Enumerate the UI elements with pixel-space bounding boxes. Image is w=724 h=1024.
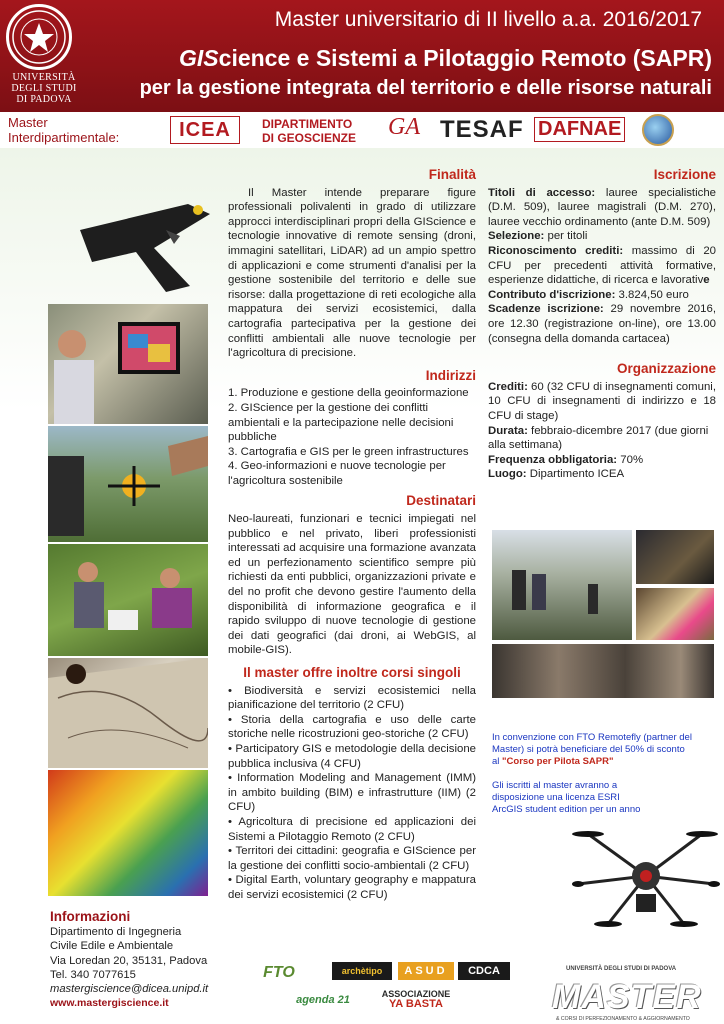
selezione-label: Selezione:	[488, 230, 545, 243]
durata-text: febbraio-dicembre 2017 (due giorni alla settimana)	[488, 424, 709, 452]
org-crediti-label: Crediti:	[488, 380, 528, 393]
iscrizione-contributo	[488, 288, 716, 303]
archetipo-logo: archètipo	[332, 962, 392, 980]
info-address: Via Loredan 20, 35131, Padova	[50, 954, 208, 967]
esri-license-note: Gli iscritti al master avranno a disposizione una licenza ESRI ArcGIS student edition per un anno	[492, 780, 641, 815]
iscrizione-selezione	[488, 229, 716, 244]
master-subtitle: per la gestione integrata del territorio e delle risorse naturali	[139, 77, 712, 99]
indirizzi-item: 2. GIScience per la gestione dei conflitti ambientali e la partecipazione nelle decisioni pubbliche	[228, 401, 454, 444]
yabasta-line2: YA BASTA	[388, 998, 443, 1010]
convenzione-course: "Corso per Pilota SAPR"	[502, 756, 614, 767]
hexacopter-drone-icon	[572, 812, 720, 946]
master-logo-bottom: & CORSI DI PERFEZIONAMENTO & AGGIORNAMENTO	[556, 1016, 690, 1022]
iscrizione-scadenze	[488, 302, 716, 346]
corsi-item: • Information Modeling and Management (IMM) in ambito building (BIM) e infrastrutture (IIM) (2 CFU)	[228, 772, 476, 814]
scadenze-label: Scadenze iscrizione:	[488, 303, 604, 316]
info-dept-line2: Civile Edile e Ambientale	[50, 940, 174, 953]
header-banner	[0, 0, 724, 112]
corsi-item: • Participatory GIS e metodologie della decisione pubblica inclusiva (4 CFU)	[228, 742, 476, 770]
info-email-link[interactable]: mastergiscience@dicea.unipd.it	[50, 983, 209, 996]
fixed-wing-drone-photo	[70, 190, 220, 300]
icea-logo: ICEA	[170, 116, 240, 144]
iscrizione-crediti	[488, 244, 716, 288]
geoscienze-line2: DI GEOSCIENZE	[262, 131, 357, 145]
field-survey-photo	[48, 544, 208, 656]
conference-panel-photo	[492, 644, 714, 698]
university-seal-icon	[6, 4, 72, 70]
partners-label-line2: Interdipartimentale:	[8, 130, 120, 145]
indirizzi-item: 1. Produzione e gestione della geoinformazione	[228, 387, 469, 400]
info-heading: Informazioni	[50, 909, 131, 924]
convenzione-text: In convenzione con FTO Remotefly (partner del Master) si potrà beneficiare del 50% di sconto al	[492, 732, 692, 767]
frequenza-text: 70%	[617, 453, 644, 466]
scadenze-text: 29 novembre 2016, ore 12.30 (registrazione on-line), ore 13.00 (consegna della domanda cartacea)	[488, 303, 716, 345]
activity-photo-grid	[492, 530, 714, 698]
outdoor-survey-photo	[492, 530, 632, 640]
workshop-table-photo	[636, 588, 714, 640]
luogo-text: Dipartimento ICEA	[526, 468, 625, 481]
finalita-text: Il Master intende preparare figure professionali polivalenti in grado di utilizzare approcci interdisciplinari propri della GIScience e tecnologie innovative di remote sensing (droni, immagini satellitari, LiDAR) ad un ampio spettro di applicazioni e come strumenti d'analisi per la gestione sostenibile del territorio e delle sue risorse: dalla progettazione di reti ecologiche alla mappatura dei servizi ecosistemici, dalla cartografia partecipativa per la gestione dei conflitti ambientali alle nuove tecnologie per l'agricoltura di precisione.	[228, 186, 476, 360]
indirizzi-item: 4. Geo-informazioni e nuove tecnologie per l'agricoltura sostenibile	[228, 460, 446, 487]
ga-logo: GA	[388, 114, 420, 140]
destinatari-heading: Destinatari	[406, 493, 476, 509]
info-phone: Tel. 340 7077615	[50, 968, 136, 981]
master-padova-logo	[552, 960, 722, 1022]
agenda21-logo: agenda 21	[296, 994, 350, 1006]
right-column	[488, 168, 716, 482]
center-column	[228, 168, 476, 903]
riconoscimento-text: massimo di 20 CFU per precedenti attività formative, esperienze didattiche, di ricerca e lavorativ	[488, 244, 716, 287]
iscrizione-heading: Iscrizione	[653, 167, 716, 182]
corsi-item: • Digital Earth, voluntary geography e mappatura dei servizi ecosistemici (2 CFU)	[228, 874, 476, 901]
info-dept-line1: Dipartimento di Ingegneria	[50, 926, 182, 939]
contributo-text: 3.824,50 euro	[615, 288, 689, 301]
partners-bar	[0, 112, 724, 148]
geoscienze-line1: DIPARTIMENTO	[262, 117, 353, 131]
university-name	[4, 72, 84, 105]
destinatari-text: Neo-laureati, funzionari e tecnici impiegati nel pubblico e nel privato, liberi professionisti interessati ad acquisire una formazione avanzata ed un perfezionamento scientifico sempre più richiesti da enti pubblici, organizzazioni private e del no profit che devono gestire l'aumento della disponibilità di informazione geografica e il rapido sviluppo di nuove tecnologie di gestione dei dati geografici (dai droni, ai WebGIS, al mobile-GIS).	[228, 513, 476, 657]
corsi-item: • Storia della cartografia e uso delle carte storiche nelle ricostruzioni geo-storiche (2 CFU)	[228, 713, 476, 741]
corsi-item: • Agricoltura di precisione ed applicazioni dei Sistemi a Pilotaggio Remoto (2 CFU)	[228, 815, 476, 843]
titoli-text: lauree specialistiche (D.M. 509), lauree magistrali (D.M. 270), lauree vecchio ordinamento (ante D.M. 509)	[488, 186, 716, 228]
corsi-item: • Territori dei cittadini: geografia e GIScience per la gestione dei conflitti socio-ambientali (2 CFU)	[228, 845, 476, 872]
organizzazione-durata	[488, 424, 716, 453]
contributo-label: Contributo d'iscrizione:	[488, 288, 616, 301]
master-main-title	[179, 45, 712, 72]
partners-label	[8, 115, 119, 145]
convenzione-note	[492, 732, 692, 768]
master-logo-top: UNIVERSITÀ DEGLI STUDI DI PADOVA	[566, 966, 677, 972]
ya-basta-logo	[376, 986, 456, 1012]
finalita-heading: Finalità	[428, 167, 476, 182]
historical-map-photo	[48, 658, 208, 768]
organizzazione-frequenza	[488, 453, 716, 468]
riconoscimento-label: Riconoscimento crediti:	[488, 244, 624, 257]
master-level-title: Master universitario di II livello a.a. 2016/2017	[274, 8, 702, 31]
durata-label: Durata:	[488, 424, 528, 437]
selezione-text: per titoli	[544, 230, 588, 243]
corsi-heading: Il master offre inoltre corsi singoli	[243, 665, 461, 680]
frequenza-label: Frequenza obbligatoria:	[488, 453, 618, 466]
organizzazione-heading: Organizzazione	[616, 361, 716, 377]
tesaf-logo: TESAF	[440, 116, 524, 143]
luogo-label: Luogo:	[488, 468, 527, 481]
title-rest: cience e Sistemi a Pilotaggio Remoto (SAPR)	[218, 45, 712, 71]
organizzazione-crediti	[488, 380, 716, 424]
master-logo-main: MASTER	[552, 978, 702, 1016]
asud-logo: ASUD	[398, 962, 454, 980]
yabasta-line1: ASSOCIAZIONE	[381, 989, 451, 999]
partners-label-line1: Master	[8, 115, 48, 130]
indirizzi-list	[228, 386, 476, 488]
indirizzi-item: 3. Cartografia e GIS per le green infrastructures	[228, 445, 469, 458]
dafnae-logo: DAFNAE	[534, 117, 625, 142]
classroom-photo	[636, 530, 714, 584]
org-crediti-text: 60 (32 CFU di insegnamenti comuni, 10 CFU di insegnamenti di indirizzo e 18 CFU di stage)	[488, 380, 716, 422]
indirizzi-heading: Indirizzi	[425, 367, 476, 383]
university-name-line2: DEGLI STUDI	[11, 83, 77, 94]
corsi-item: • Biodiversità e servizi ecosistemici nella pianificazione del territorio (2 CFU)	[228, 684, 476, 712]
fto-remotefly-logo: FTO	[263, 964, 295, 981]
university-name-line1: UNIVERSITÀ	[12, 72, 76, 83]
globe-logo-icon	[642, 114, 674, 146]
cdca-logo: CDCA	[458, 962, 510, 980]
iscrizione-titoli	[488, 186, 716, 230]
geoscienze-logo	[262, 117, 356, 145]
title-gis-italic: GIS	[179, 45, 219, 71]
lab-workstation-photo	[48, 304, 208, 424]
titoli-label: Titoli di accesso:	[488, 186, 596, 199]
drone-field-photo	[48, 426, 208, 542]
info-block	[50, 910, 230, 1010]
riconoscimento-end: e	[703, 274, 710, 287]
info-website-link[interactable]: www.mastergiscience.it	[50, 997, 169, 1010]
organizzazione-luogo	[488, 467, 716, 482]
corsi-list	[228, 684, 476, 903]
elevation-model-photo	[48, 770, 208, 896]
university-name-line3: DI PADOVA	[16, 94, 72, 105]
